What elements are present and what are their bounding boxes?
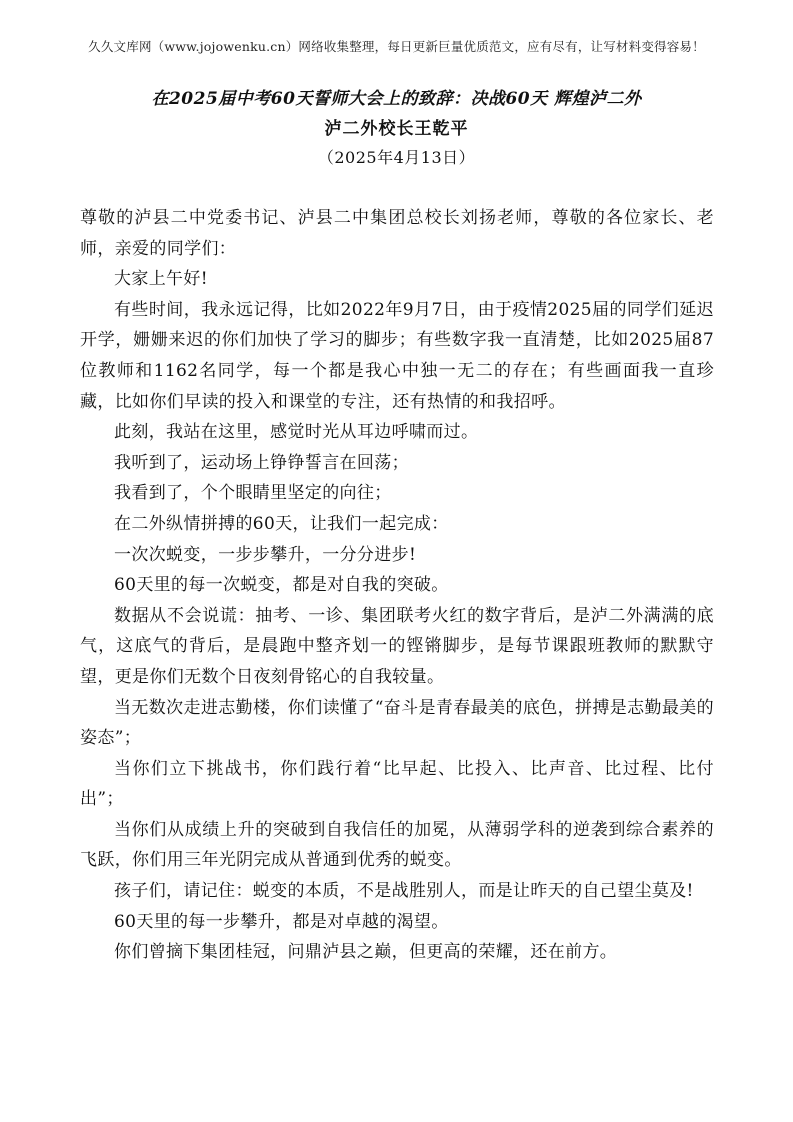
paragraph: 有些时间，我永远记得，比如2022年9月7日，由于疫情2025届的同学们延迟开学，姗姗来迟的你们加快了学习的脚步；有些数字我一直清楚，比如2025届87位教师和1162名同学，每一个都是我心中独一无二的存在；有些画面我一直珍藏，比如你们早读的投入和课堂的专注，还有热情的和我招呼。 — [80, 299, 714, 412]
author-line: 泸二外校长王乾平 — [324, 119, 469, 139]
paragraph: 大家上午好! — [114, 269, 208, 290]
document-body — [80, 203, 714, 968]
document-title: 在2025届中考60天誓师大会上的致辞：决战60天 辉煌泸二外 — [151, 89, 642, 109]
paragraph: 此刻，我站在这里，感觉时光从耳边呼啸而过。 — [114, 422, 479, 443]
paragraph: 我听到了，运动场上铮铮誓言在回荡； — [114, 452, 409, 473]
paragraph: 孩子们，请记住：蜕变的本质，不是战胜别人，而是让昨天的自己望尘莫及! — [114, 881, 694, 902]
paragraph: 你们曾摘下集团桂冠，问鼎泸县之巅，但更高的荣耀，还在前方。 — [114, 942, 618, 963]
paragraph: 一次次蜕变，一步步攀升，一分分进步! — [114, 544, 417, 565]
date-line: （2025年4月13日） — [317, 148, 476, 167]
paragraph: 当你们从成绩上升的突破到自我信任的加冕，从薄弱学科的逆袭到综合素养的飞跃，你们用三年光阴完成从普通到优秀的蜕变。 — [80, 819, 714, 871]
paragraph: 60天里的每一步攀升，都是对卓越的渴望。 — [114, 911, 449, 932]
paragraph: 在二外纵情拼搏的60天，让我们一起完成： — [114, 513, 449, 534]
paragraph: 我看到了，个个眼睛里坚定的向往； — [114, 483, 392, 504]
paragraph-salutation: 尊敬的泸县二中党委书记、泸县二中集团总校长刘扬老师，尊敬的各位家长、老师，亲爱的同学们： — [80, 208, 714, 259]
paragraph: 当你们立下挑战书，你们践行着“比早起、比投入、比声音、比过程、比付出”； — [80, 758, 714, 810]
paragraph: 60天里的每一次蜕变，都是对自我的突破。 — [114, 575, 449, 596]
header-note: 久久文库网（www.jojowenku.cn）网络收集整理，每日更新巨量优质范文，应有尽有，让写材料变得容易！ — [88, 39, 705, 54]
paragraph: 数据从不会说谎：抽考、一诊、集团联考火红的数字背后，是泸二外满满的底气，这底气的背后，是晨跑中整齐划一的铿锵脚步，是每节课跟班教师的默默守望，更是你们无数个日夜刻骨铭心的自我较量。 — [80, 605, 714, 687]
paragraph: 当无数次走进志勤楼，你们读懂了“奋斗是青春最美的底色，拼搏是志勤最美的姿态”； — [80, 697, 714, 749]
